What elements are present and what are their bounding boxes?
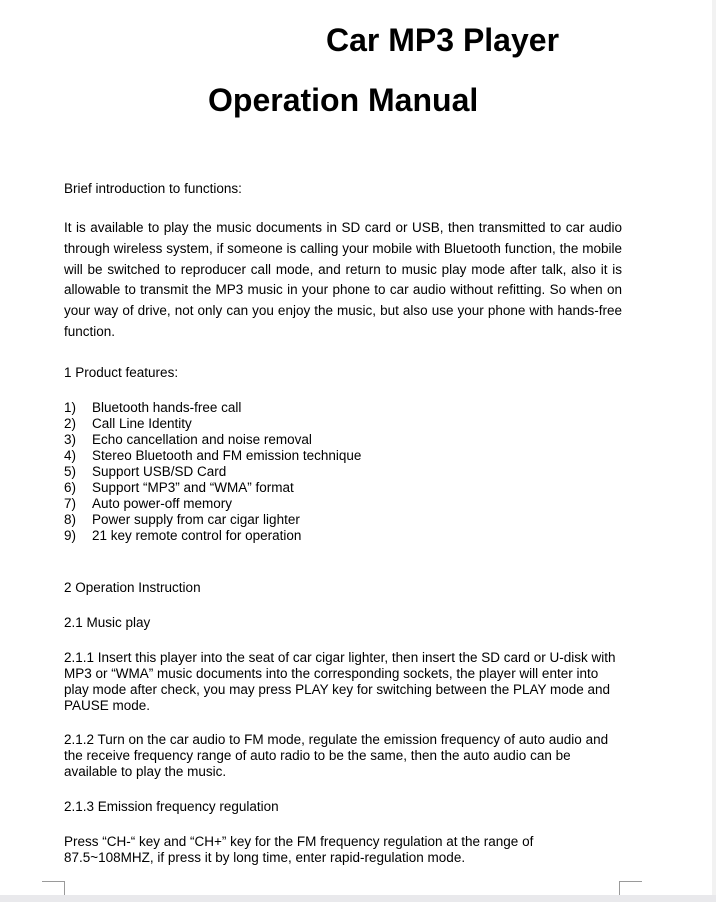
title-line-2: Operation Manual	[208, 82, 479, 118]
list-item-number: 9)	[64, 528, 77, 543]
list-item-number: 5)	[64, 464, 77, 479]
list-item-text: Support USB/SD Card	[92, 464, 227, 479]
section-2-1-3-heading: 2.1.3 Emission frequency regulation	[64, 799, 279, 814]
section-2-1-1: 2.1.1 Insert this player into the seat of car cigar lighter, then insert the SD card or U-disk with MP3 or “WMA” music documents into the corresponding sockets, the player will enter into play mode after check, you may press PLAY key for switching between the PLAY mode and PAUSE mode.	[64, 650, 616, 713]
page-corner-mark-left	[42, 881, 65, 896]
list-item-text: Call Line Identity	[92, 416, 192, 431]
list-item	[64, 464, 361, 480]
list-item-text: Support “MP3” and “WMA” format	[92, 480, 294, 495]
music-play-heading: 2.1 Music play	[64, 615, 151, 630]
list-item-number: 3)	[64, 432, 77, 447]
list-item-number: 2)	[64, 416, 77, 431]
list-item-number: 6)	[64, 480, 77, 495]
features-list	[64, 400, 361, 544]
list-item-text: 21 key remote control for operation	[92, 528, 302, 543]
list-item-text: Stereo Bluetooth and FM emission technique	[92, 448, 362, 463]
list-item-text: Auto power-off memory	[92, 496, 233, 511]
list-item	[64, 480, 361, 496]
list-item	[64, 528, 361, 544]
list-item-number: 1)	[64, 400, 77, 415]
title-line-1: Car MP3 Player	[326, 22, 560, 58]
list-item	[64, 432, 361, 448]
intro-heading: Brief introduction to functions:	[64, 181, 242, 196]
list-item-text: Bluetooth hands-free call	[92, 400, 242, 415]
list-item	[64, 448, 361, 464]
section-2-1-2: 2.1.2 Turn on the car audio to FM mode, regulate the emission frequency of auto audio and the receive frequency range of auto radio to be the same, then the auto audio can be available to play the music.	[64, 732, 609, 779]
intro-paragraph: It is available to play the music documents in SD card or USB, then transmitted to car audio through wireless system, if someone is calling your mobile with Bluetooth function, the mobile will be switched to reproducer call mode, and return to music play mode after talk, also it is allowable to transmit the MP3 music in your phone to car audio without refitting. So when on your way of drive, not only can you enjoy the music, but also use your phone with hands-free function.	[64, 220, 622, 339]
list-item	[64, 416, 361, 432]
page-gap	[0, 895, 716, 902]
list-item-text: Echo cancellation and noise removal	[92, 432, 312, 447]
list-item-number: 8)	[64, 512, 77, 527]
page-edge	[712, 0, 716, 895]
list-item-number: 7)	[64, 496, 77, 511]
list-item-number: 4)	[64, 448, 77, 463]
page-corner-mark-right	[619, 881, 642, 896]
features-heading: 1 Product features:	[64, 365, 179, 380]
section-2-1-3-body: Press “CH-“ key and “CH+” key for the FM frequency regulation at the range of 87.5~108MHZ, if press it by long time, enter rapid-regulation mode.	[64, 834, 534, 865]
operation-heading: 2 Operation Instruction	[64, 580, 201, 595]
list-item-text: Power supply from car cigar lighter	[92, 512, 300, 527]
list-item	[64, 496, 361, 512]
list-item	[64, 400, 361, 416]
list-item	[64, 512, 361, 528]
